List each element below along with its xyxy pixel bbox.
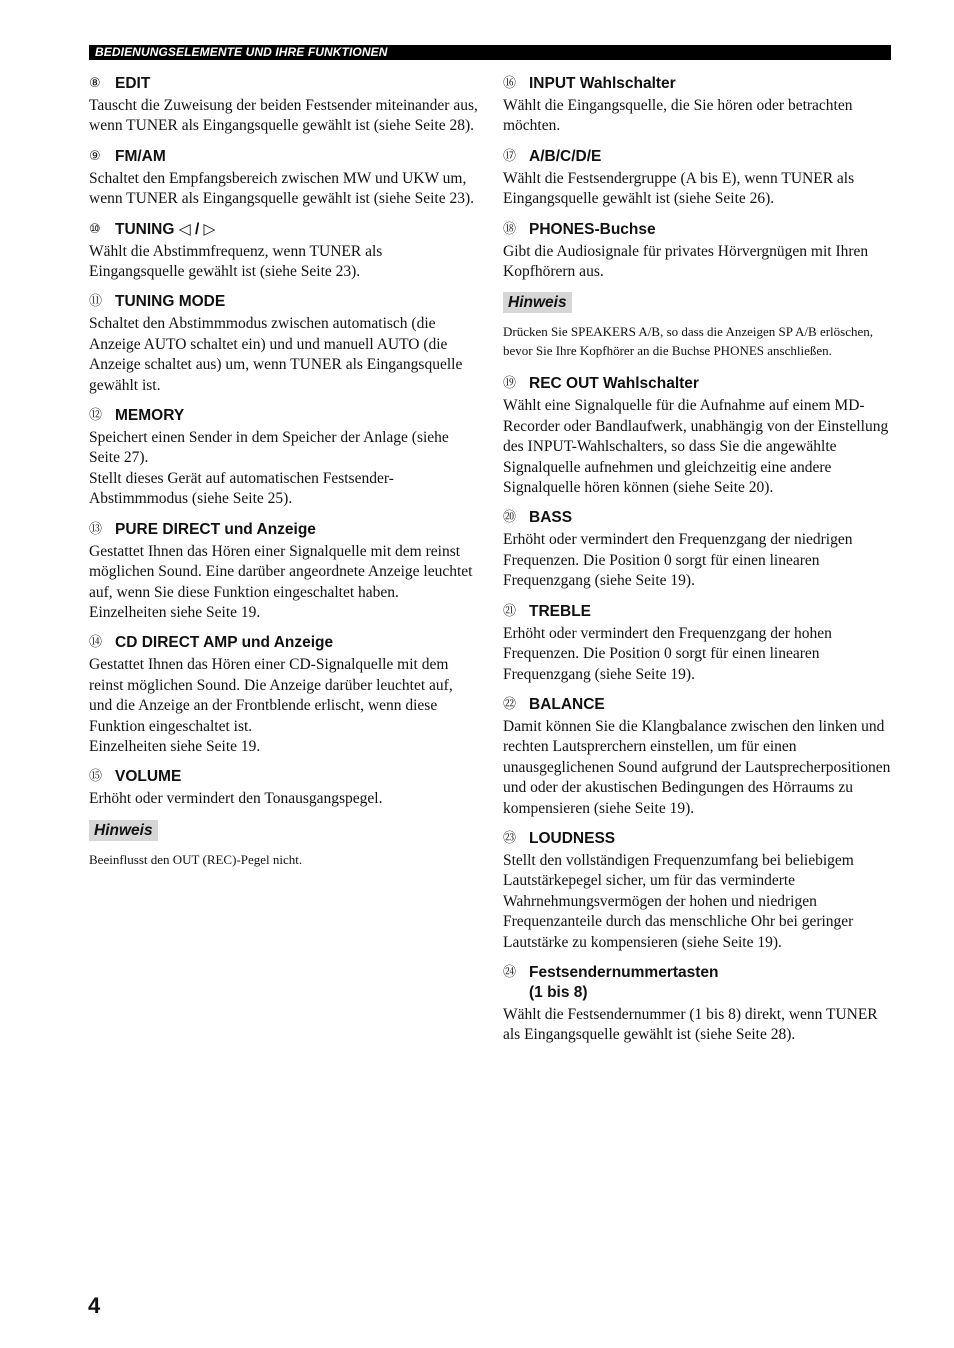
section-header-bar: BEDIENUNGSELEMENTE UND IHRE FUNKTIONEN	[89, 45, 891, 60]
section-title: MEMORY	[115, 407, 185, 425]
section-balance	[503, 695, 893, 819]
left-column	[89, 74, 479, 883]
paragraph: Damit können Sie die Klangbalance zwischen den linken und rechten Lautsprerchern einstellen, um für einen unausgeglichenen Sound aufgrund der Lautsprecherpositionen und oder der akustischen Bedingungen des Hörraums zu kompensieren (siehe Seite 19).	[503, 717, 891, 817]
section-bass	[503, 508, 893, 591]
item-number: ㉒	[503, 696, 517, 712]
right-column	[503, 74, 893, 1056]
section-heading	[503, 147, 893, 167]
section-body	[89, 242, 479, 283]
section-heading	[89, 633, 479, 653]
section-body	[503, 717, 893, 819]
note-text: Drücken Sie SPEAKERS A/B, so dass die Anzeigen SP A/B erlöschen, bevor Sie Ihre Kopfhörer an die Buchse PHONES anschließen.	[503, 324, 874, 358]
item-number: ㉔	[503, 964, 517, 980]
paragraph: Wählt eine Signalquelle für die Aufnahme auf einem MD-Recorder oder Bandlaufwerk, unabhängig von der Einstellung des INPUT-Wahlschalters, so dass Sie die angewählte Signalquelle aufnehmen und gleichzeitig eine andere Signalquelle hören können (siehe Seite 20).	[503, 397, 889, 497]
item-number: ⑳	[503, 510, 517, 526]
section-heading	[89, 74, 479, 94]
item-number: ⑫	[89, 408, 103, 424]
section-body	[89, 428, 479, 510]
section-heading	[89, 520, 479, 540]
section-body	[503, 624, 893, 685]
section-treble	[503, 602, 893, 685]
paragraph: Erhöht oder vermindert den Frequenzgang der hohen Frequenzen. Die Position 0 sorgt für einen linearen Frequenzgang (siehe Seite 19).	[503, 624, 832, 683]
section-heading	[503, 508, 893, 528]
section-loudness	[503, 829, 893, 953]
section-body	[89, 314, 479, 396]
item-number: ⑬	[89, 521, 103, 537]
paragraph: Stellt den vollständigen Frequenzumfang bei beliebigem Lautstärkepegel sicher, um für das verminderte Wahrnehmungsvermögen der hohen und niedrigen Frequenzanteile durch das menschliche Ohr bei geringer Lautstärke zu kompensieren (siehe Seite 19).	[503, 851, 854, 951]
section-volume	[89, 767, 479, 809]
section-heading	[89, 147, 479, 167]
section-title: REC OUT Wahlschalter	[529, 375, 699, 393]
section-title: Festsendernummertasten (1 bis 8)	[529, 963, 719, 1001]
section-tuning	[89, 220, 479, 283]
paragraph: Gestattet Ihnen das Hören einer Signalquelle mit dem reinst möglichen Sound. Eine darüber angeordnete Anzeige leuchtet auf, wenn Sie diese Funktion eingeschaltet haben.	[89, 542, 473, 601]
section-edit	[89, 74, 479, 137]
section-body	[89, 169, 479, 210]
section-body	[503, 1005, 893, 1046]
item-number: ⑮	[89, 769, 103, 785]
paragraph: Gestattet Ihnen das Hören einer CD-Signalquelle mit dem reinst möglichen Sound. Die Anzeige darüber leuchtet auf, und die Anzeige an der Frontblende erlischt, wenn diese Funktion eingeschaltet ist.	[89, 656, 453, 735]
paragraph: Erhöht oder vermindert den Tonausgangspegel.	[89, 790, 383, 808]
paragraph: Gibt die Audiosignale für privates Hörvergnügen mit Ihren Kopfhörern aus.	[503, 242, 869, 281]
section-abcde	[503, 147, 893, 210]
paragraph: Erhöht oder vermindert den Frequenzgang der niedrigen Frequenzen. Die Position 0 sorgt für einen linearen Frequenzgang (siehe Seite 19).	[503, 531, 853, 590]
section-title: VOLUME	[115, 768, 182, 786]
note-label: Hinweis	[89, 820, 158, 841]
paragraph: Stellt dieses Gerät auf automatischen Festsender-Abstimmmodus (siehe Seite 25).	[89, 469, 394, 508]
paragraph: Wählt die Abstimmfrequenz, wenn TUNER als Eingangsquelle gewählt ist (siehe Seite 23).	[89, 242, 383, 281]
section-body	[503, 851, 893, 953]
paragraph: Wählt die Eingangsquelle, die Sie hören oder betrachten möchten.	[503, 97, 853, 135]
section-body	[89, 96, 479, 137]
section-body	[89, 789, 479, 809]
section-heading	[503, 829, 893, 849]
item-number: ㉓	[503, 830, 517, 846]
item-number: ⑲	[503, 376, 517, 392]
section-pure-direct	[89, 520, 479, 624]
paragraph: Speichert einen Sender in dem Speicher der Anlage (siehe Seite 27).	[89, 429, 449, 467]
section-cd-direct-amp	[89, 633, 479, 757]
section-heading	[503, 695, 893, 715]
note-text: Beeinflusst den OUT (REC)-Pegel nicht.	[89, 851, 303, 867]
item-number: ⑧	[89, 76, 101, 91]
paragraph: Schaltet den Abstimmmodus zwischen automatisch (die Anzeige AUTO schaltet ein) und und manuell AUTO (die Anzeige schaltet aus) um, wenn TUNER als Eingangsquelle gewählt ist.	[89, 315, 463, 394]
section-heading	[503, 374, 893, 394]
paragraph: Einzelheiten siehe Seite 19.	[89, 603, 261, 621]
item-number: ⑪	[89, 294, 103, 310]
section-rec-out-selector	[503, 374, 893, 498]
section-title: EDIT	[115, 75, 151, 92]
section-heading	[503, 74, 893, 94]
paragraph: Schaltet den Empfangsbereich zwischen MW und UKW um, wenn TUNER als Eingangsquelle gewählt ist (siehe Seite 23).	[89, 169, 474, 208]
section-body	[503, 396, 893, 498]
section-heading	[503, 602, 893, 622]
section-title: TUNING ◁ / ▷	[115, 220, 216, 238]
paragraph: Einzelheiten siehe Seite 19.	[89, 737, 261, 755]
section-heading	[89, 767, 479, 787]
section-title: TUNING MODE	[115, 293, 226, 311]
section-input-selector	[503, 74, 893, 137]
item-number: ⑱	[503, 221, 517, 237]
section-body	[503, 242, 893, 283]
section-body	[89, 655, 479, 757]
section-heading	[503, 220, 893, 240]
paragraph: Wählt die Festsendergruppe (A bis E), wenn TUNER als Eingangsquelle gewählt ist (siehe Seite 26).	[503, 169, 855, 208]
paragraph: Tauscht die Zuweisung der beiden Festsender miteinander aus, wenn TUNER als Eingangsquelle gewählt ist (siehe Seite 28).	[89, 97, 478, 135]
section-preset-buttons	[503, 963, 893, 1046]
section-heading	[89, 220, 479, 240]
item-number: ⑩	[89, 221, 101, 237]
section-title: CD DIRECT AMP und Anzeige	[115, 634, 334, 652]
section-body	[503, 169, 893, 210]
section-title: PHONES-Buchse	[529, 220, 656, 238]
section-memory	[89, 406, 479, 510]
section-title: INPUT Wahlschalter	[529, 75, 676, 92]
section-body	[503, 530, 893, 591]
note-label: Hinweis	[503, 292, 572, 313]
section-title: BALANCE	[529, 695, 605, 713]
item-number: ⑯	[503, 76, 517, 91]
section-body	[503, 96, 893, 137]
section-heading	[503, 963, 893, 1003]
section-heading	[89, 406, 479, 426]
section-phones-jack	[503, 220, 893, 283]
note-block	[89, 820, 479, 870]
item-number: ⑰	[503, 148, 517, 164]
section-title: TREBLE	[529, 602, 591, 620]
item-number: ㉑	[503, 603, 517, 619]
section-fm-am	[89, 147, 479, 210]
item-number: ⑭	[89, 635, 103, 651]
paragraph: Wählt die Festsendernummer (1 bis 8) direkt, wenn TUNER als Eingangsquelle gewählt ist (siehe Seite 28).	[503, 1005, 878, 1044]
section-title: PURE DIRECT und Anzeige	[115, 520, 316, 538]
section-heading	[89, 292, 479, 312]
section-title: A/B/C/D/E	[529, 147, 602, 165]
section-body	[89, 542, 479, 624]
section-title: LOUDNESS	[529, 829, 616, 847]
page-number: 4	[88, 1293, 101, 1318]
note-block	[503, 292, 893, 360]
section-tuning-mode	[89, 292, 479, 396]
section-title: BASS	[529, 509, 573, 527]
item-number: ⑨	[89, 148, 101, 164]
section-title: FM/AM	[115, 147, 166, 165]
